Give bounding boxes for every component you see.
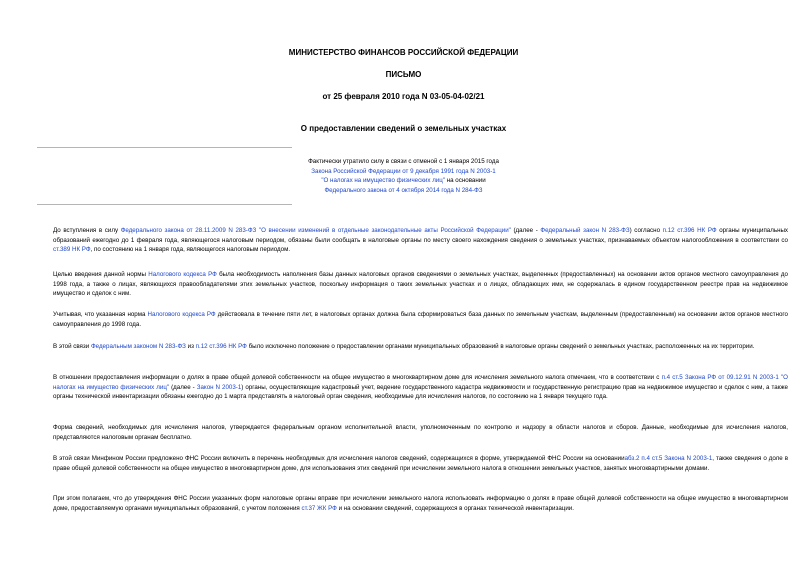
p7-text-a: В этой связи Минфином России предложено ФНС России включить в перечень необходимых для исчисления налогов сведений, содержащихся в форме, утверждаемой ФНС России на основании [53, 455, 625, 462]
p7-law-2003-1-link[interactable]: абз.2 п.4 ст.5 Закона N 2003-1 [624, 455, 713, 462]
p1-law-283-link[interactable]: Федерального закона от 28.11.2009 N 283-ФЗ "О внесении изменений в отдельные законодательные акты Российской Федерации" [120, 227, 511, 234]
paragraph-6 [37, 423, 788, 442]
note-law-title-link[interactable]: "О налогах на имущество физических лиц" [321, 177, 445, 185]
p4-law-283-link[interactable]: Федеральным законом N 283-ФЗ [90, 343, 186, 350]
p4-article-396-link[interactable]: п.12 ст.396 НК РФ [195, 343, 247, 350]
ministry-heading: МИНИСТЕРСТВО ФИНАНСОВ РОССИЙСКОЙ ФЕДЕРАЦИИ [288, 48, 519, 57]
p1-text-b: (далее - [510, 227, 541, 234]
p1-text-a: До вступления в силу [53, 227, 121, 234]
p3-text-b: действовала в течение пяти лет, в налоговых органах должна была сформироваться база данных по земельным участкам, выделенным (предоставленным) на основании актов органов местного самоуправления до 1998 года. [53, 311, 788, 328]
p5-text-b: (далее - [169, 383, 197, 391]
document-date-number: от 25 февраля 2010 года N 03-05-04-02/21 [322, 92, 485, 101]
p5-text-c: ) органы, осуществляющие кадастровый учет, ведение государственного кадастра недвижимости и государственную регистрацию прав на недвижимое имущество и сделок с ним, а также органы технической инвентаризации обязаны ежегодно до 1 марта представлять в налоговый орган сведения, необходимые для исчисления налогов, по состоянию на 1 января текущего года. [53, 383, 788, 401]
document-subject: О предоставлении сведений о земельных участках [300, 124, 507, 133]
p1-article-396-link[interactable]: п.12 ст.396 НК РФ [662, 227, 717, 234]
note-line-1: Фактически утратило силу в связи с отменой с 1 января 2015 года [308, 158, 499, 165]
p6-text-a: Форма сведений, необходимых для исчисления налогов, утверждается федеральным органом исполнительной власти, уполномоченным по контролю и надзору в области налогов и сборов. Данные, необходимые для исчисления налогов, представляются налоговым органам бесплатно. [53, 424, 788, 441]
paragraph-2 [37, 270, 788, 299]
status-note [0, 157, 807, 195]
p5-law-2003-1-link[interactable]: п.4 ст.5 Закона РФ от 09.12.91 N 2003-1 "О налогах на имущество физических лиц" [53, 374, 788, 391]
paragraph-1 [37, 226, 788, 255]
p2-tax-code-link[interactable]: Налогового кодекса РФ [148, 271, 217, 278]
p8-housing-code-link[interactable]: ст.37 ЖК РФ [301, 504, 337, 512]
p5-text-a: В отношении предоставления информации о долях в праве общей долевой собственности на общее имущество в многоквартирном доме для исчисления земельного налога отмечаем, что в соответствии с [53, 374, 662, 381]
p7-text-b: , также сведения о доле в праве общей долевой собственности на общее имущество в многоквартирном доме, для использования этих сведений при исчислении земельного налога в отношении земельных участков, занятых многоквартирными домами. [53, 455, 789, 472]
p3-text-a: Учитывая, что указанная норма [53, 311, 148, 318]
p1-text-e: , по состоянию на 1 января года, являющегося налоговым периодом. [90, 246, 291, 254]
paragraph-8 [37, 494, 788, 513]
p2-text-a: Целью введения данной нормы [53, 271, 149, 278]
note-line-3-text: на основании [445, 177, 486, 185]
p3-tax-code-link[interactable]: Налогового кодекса РФ [147, 311, 216, 318]
bottom-divider [37, 204, 292, 205]
paragraph-4 [37, 342, 788, 352]
p8-text-a: При этом полагаем, что до утверждения ФНС России указанных форм налоговые органы вправе при исчислении земельного налога использовать информацию о долях в праве общей долевой собственности на общее имущество в многоквартирном доме, предоставляемую органами муниципальных образований, с учетом положения [53, 495, 788, 512]
p1-law-283-short-link[interactable]: Федеральный закон N 283-ФЗ [540, 227, 630, 234]
p1-text-c: ) согласно [629, 227, 663, 234]
note-federal-law-link[interactable]: Федерального закона от 4 октября 2014 года N 284-ФЗ [324, 186, 483, 194]
p1-text-d: органы муниципальных образований ежегодно до 1 февраля года, являющегося налоговым периодом, обязаны были сообщать в налоговые органы по месту своего нахождения сведения о земельных участках, признаваемых объектом налогообложения в соответствии со [53, 227, 789, 244]
p4-text-c: было исключено положение о предоставлении органами муниципальных образований в налоговые органы сведений о земельных участках, расположенных на их территории. [246, 343, 755, 350]
p4-text-b: из [185, 343, 196, 350]
p4-text-a: В этой связи [53, 343, 91, 350]
p2-text-b: была необходимость наполнения базы данных налоговых органов сведениями о земельных участках, выделенных (предоставленных) на основании актов органов местного самоуправления до 1998 года, а также о лицах, являющихся правообладателями этих земельных участков, поскольку информация о таких земельных участках и о лицах, обладающих ими, не содержалась в едином государственном реестре прав на недвижимое имущество и сделок с ним. [53, 271, 788, 298]
top-divider [37, 147, 292, 148]
paragraph-5 [37, 373, 788, 402]
p5-law-2003-1-short-link[interactable]: Закон N 2003-1 [196, 383, 242, 391]
paragraph-7 [37, 454, 788, 473]
note-law-link[interactable]: Закона Российской Федерации от 9 декабря 1991 года N 2003-1 [311, 167, 496, 175]
document-type: ПИСЬМО [385, 70, 422, 79]
p8-text-b: и на основании сведений, содержащихся в органах технической инвентаризации. [336, 504, 574, 512]
p1-article-389-link[interactable]: ст.389 НК РФ [53, 246, 91, 254]
paragraph-3 [37, 310, 788, 329]
